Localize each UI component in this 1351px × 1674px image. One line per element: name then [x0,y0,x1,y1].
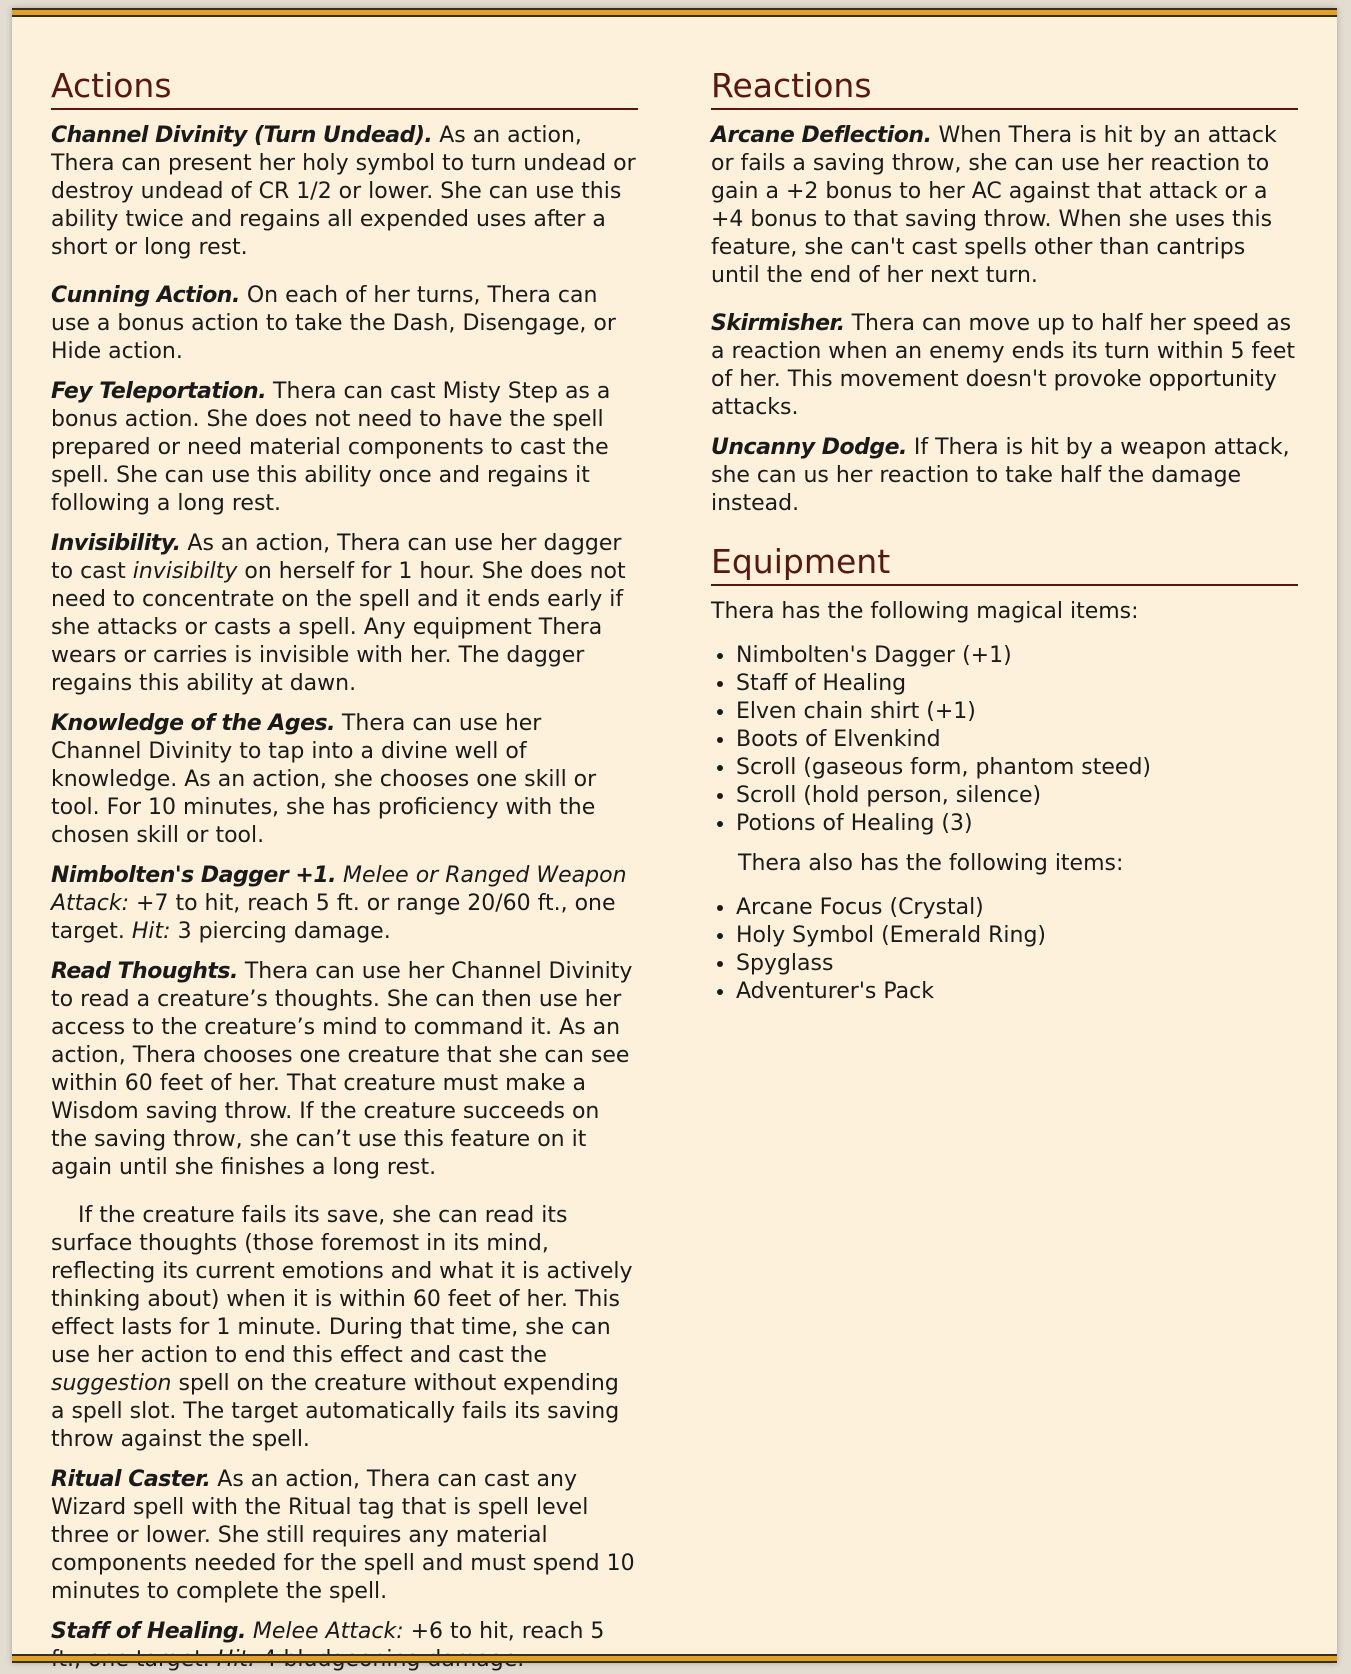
reactions-heading: Reactions [711,66,1298,110]
actions-heading: Actions [51,66,638,110]
fey-teleportation-feature [51,378,638,518]
hit-label: Hit: [131,919,171,944]
feature-title: Read Thoughts. [51,959,238,984]
page-frame [12,8,1337,1663]
read-thoughts-feature [51,958,638,1182]
feature-text: Thera can move up to half her speed as a reaction when an enemy ends its turn within 5 feet of her. This movement doesn't provoke opportunity attacks. [711,311,1295,420]
arcane-deflection-feature [711,122,1298,290]
list-item: • Adventurer's Pack [736,978,1298,1006]
staff-of-healing-attack [51,1618,638,1674]
read-thoughts-continued [51,1202,638,1454]
ritual-caster-feature [51,1466,638,1606]
feature-title: Invisibility. [51,531,181,556]
feature-title: Staff of Healing. [51,1619,246,1644]
list-item: • Arcane Focus (Crystal) [736,894,1298,922]
feature-text: If the creature fails its save, she can read its surface thoughts (those foremost in its mind, reflecting its current emotions and what it is actively thinking about) when it is within 60 feet of her. This effect lasts for 1 minute. During that time, she can use her action to end this effect and cast the [51,1203,633,1368]
magical-items-list [711,642,1298,838]
feature-text: As an action, Thera can cast any Wizard spell with the Ritual tag that is spell level three or lower. She still requires any material components needed for the spell and must spend 10 minutes to complete the spell. [51,1467,635,1604]
cunning-action-feature [51,282,638,366]
feature-text: +7 to hit, reach 5 ft. or range 20/60 ft., one target. [51,891,616,944]
top-border-bar [12,8,1337,17]
equipment-intro-2: Thera also has the following items: [738,851,1124,876]
attack-type: Melee Attack: [245,1619,404,1644]
feature-text: As an action, Thera can present her holy symbol to turn undead or destroy undead of CR 1/2 or lower. She can use this ability twice and regains all expended uses after a short or long rest. [51,123,636,260]
feature-title: Skirmisher. [711,311,845,336]
equipment-intro: Thera has the following magical items: [711,599,1139,624]
feature-text: on herself for 1 hour. She does not need to concentrate on the spell and it ends early if she attacks or casts a spell. Any equipment Thera wears or carries is invisible with her. The dagger regains this ability at dawn. [51,559,626,696]
left-column [51,66,638,1674]
invisibility-feature [51,530,638,698]
feature-title: Cunning Action. [51,283,240,308]
feature-text: spell on the creature without expending a spell slot. The target automatically fails its saving throw against the spell. [51,1371,620,1452]
feature-title: Channel Divinity (Turn Undead). [51,123,433,148]
other-items-list [711,894,1298,1006]
knowledge-of-ages-feature [51,710,638,850]
list-item: • Elven chain shirt (+1) [736,698,1298,726]
feature-text: On each of her turns, Thera can use a bonus action to take the Dash, Disengage, or Hide action. [51,283,616,364]
feature-title: Fey Teleportation. [51,379,267,404]
list-item: • Staff of Healing [736,670,1298,698]
feature-title: Knowledge of the Ages. [51,711,335,736]
uncanny-dodge-feature [711,434,1298,518]
feature-text: 3 piercing damage. [170,919,391,944]
attack-type: Melee or Ranged Weapon Attack: [51,863,627,916]
list-item: • Holy Symbol (Emerald Ring) [736,922,1298,950]
feature-text: If Thera is hit by a weapon attack, she can us her reaction to take half the damage instead. [711,435,1290,516]
spell-name: invisibilty [132,559,238,584]
list-item: • Boots of Elvenkind [736,726,1298,754]
feature-title: Nimbolten's Dagger +1. [51,863,337,888]
channel-divinity-feature [51,122,638,262]
list-item: • Spyglass [736,950,1298,978]
list-item: • Nimbolten's Dagger (+1) [736,642,1298,670]
list-item: • Scroll (hold person, silence) [736,782,1298,810]
right-column [711,66,1298,1006]
feature-text: When Thera is hit by an attack or fails a saving throw, she can use her reaction to gain a +2 bonus to her AC against that attack or a +4 bonus to that saving throw. When she uses this feature, she can't cast spells other than cantrips until the end of her next turn. [711,123,1277,288]
feature-text: +6 to hit, reach 5 [410,1619,605,1644]
feature-text: Thera can use her Channel Divinity to read a creature’s thoughts. She can then use her access to the creature’s mind to command it. As an action, Thera chooses one creature that she can see within 60 feet of her. That creature must make a Wisdom saving throw. If the creature succeeds on the saving throw, she can’t use this feature on it again until she finishes a long rest. [51,959,633,1180]
feature-text: Thera can cast Misty Step as a bonus action. She does not need to have the spell prepared or need material components to cast the spell. She can use this ability once and regains it following a long rest. [51,379,611,516]
spell-name: suggestion [51,1371,172,1396]
bottom-border-bar [12,1654,1337,1663]
feature-text: As an action, Thera can use her dagger to cast [51,531,622,584]
feature-text: Thera can use her Channel Divinity to tap into a divine well of knowledge. As an action, she chooses one skill or tool. For 10 minutes, she has proficiency with the chosen skill or tool. [51,711,597,848]
feature-title: Uncanny Dodge. [711,435,907,460]
feature-title: Arcane Deflection. [711,123,932,148]
feature-title: Ritual Caster. [51,1467,211,1492]
skirmisher-feature [711,310,1298,422]
nimbolten-dagger-attack [51,862,638,946]
list-item: • Potions of Healing (3) [736,810,1298,838]
equipment-heading: Equipment [711,542,1298,586]
list-item: • Scroll (gaseous form, phantom steed) [736,754,1298,782]
